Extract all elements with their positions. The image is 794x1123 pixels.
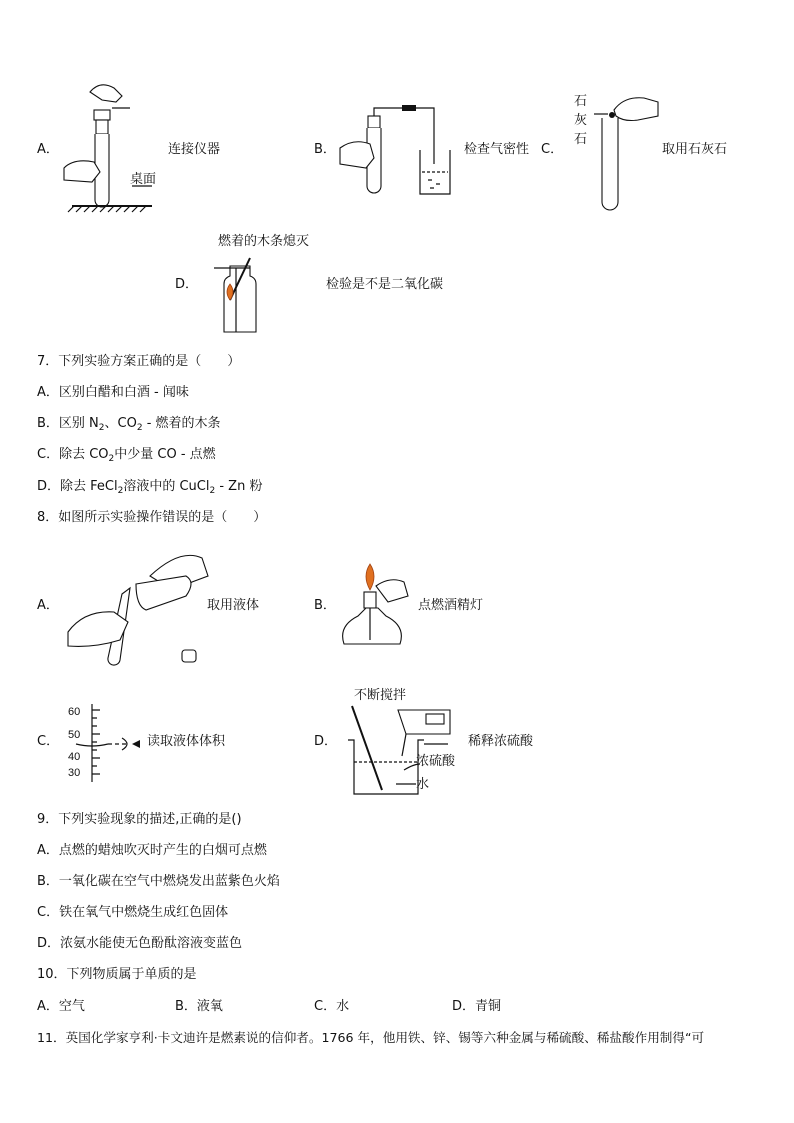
desk-label: 桌面 bbox=[130, 172, 157, 187]
q6-option-d-letter: D． bbox=[175, 277, 199, 292]
wood-strip-label: 燃着的木条熄灭 bbox=[218, 234, 310, 249]
conc-acid-label: 浓硫酸 bbox=[416, 754, 456, 769]
q11-stem: 11．英国化学家亨利·卡文迪许是燃素说的信仰者。1766 年，他用铁、锌、锡等六种金属与稀硫酸、稀盐酸作用制得“可 bbox=[37, 1030, 705, 1045]
tick-40: 40 bbox=[68, 751, 81, 763]
q9-option-b: B．一氧化碳在空气中燃烧发出蓝紫色火焰 bbox=[37, 874, 280, 889]
pour-liquid-figure bbox=[66, 544, 216, 668]
limestone-label: 石 灰 石 bbox=[574, 94, 588, 147]
tick-30: 30 bbox=[68, 767, 81, 779]
light-alcohol-lamp-figure bbox=[336, 562, 420, 654]
airtightness-check-figure bbox=[338, 100, 468, 196]
limestone-figure bbox=[590, 94, 660, 214]
q9-option-a: A．点燃的蜡烛吹灭时产生的白烟可点燃 bbox=[37, 843, 267, 858]
q6-option-d-caption: 检验是不是二氧化碳 bbox=[326, 277, 444, 292]
q6-option-b-caption: 检查气密性 bbox=[464, 142, 530, 157]
water-label: 水 bbox=[416, 777, 430, 792]
q8-option-b-caption: 点燃酒精灯 bbox=[418, 598, 484, 613]
stir-label: 不断搅拌 bbox=[354, 688, 407, 703]
q9-stem: 9．下列实验现象的描述,正确的是() bbox=[37, 812, 242, 827]
dilute-acid-figure bbox=[342, 700, 472, 800]
q6-option-a-letter: A． bbox=[37, 142, 59, 157]
q6-option-c-caption: 取用石灰石 bbox=[662, 142, 728, 157]
co2-test-figure bbox=[210, 252, 270, 336]
q9-option-c: C．铁在氧气中燃烧生成红色固体 bbox=[37, 905, 229, 920]
q8-option-b-letter: B． bbox=[314, 598, 336, 613]
q8-option-d-caption: 稀释浓硫酸 bbox=[468, 734, 534, 749]
q10-option-c: C．水 bbox=[314, 999, 350, 1014]
q10-option-d: D．青铜 bbox=[452, 999, 502, 1014]
q8-stem: 8．如图所示实验操作错误的是（ ） bbox=[37, 510, 267, 525]
q10-option-b: B．液氧 bbox=[175, 999, 223, 1014]
tick-60: 60 bbox=[68, 706, 81, 718]
q7-option-c: C．除去 $CO_2$中少量 CO - 点燃 bbox=[37, 447, 216, 464]
q6-option-b-letter: B． bbox=[314, 142, 336, 157]
q6-option-a-caption: 连接仪器 bbox=[168, 142, 221, 157]
q10-option-a: A．空气 bbox=[37, 999, 85, 1014]
q8-option-c-caption: 读取液体体积 bbox=[147, 734, 226, 749]
q7-option-a: A．区别白醋和白酒 - 闻味 bbox=[37, 385, 189, 400]
q8-option-a-caption: 取用液体 bbox=[207, 598, 260, 613]
q10-stem: 10．下列物质属于单质的是 bbox=[37, 967, 197, 982]
q6-option-c-letter: C． bbox=[541, 142, 564, 157]
q8-option-d-letter: D． bbox=[314, 734, 338, 749]
connect-apparatus-figure bbox=[60, 82, 160, 212]
q7-option-d: D．除去 FeCl$_2$溶液中的 CuCl$_2$ - Zn 粉 bbox=[37, 479, 263, 496]
q7-stem: 7．下列实验方案正确的是（ ） bbox=[37, 354, 241, 369]
tick-50: 50 bbox=[68, 729, 81, 741]
q8-option-c-letter: C． bbox=[37, 734, 60, 749]
q7-option-b: B．区别 $N_2$、$CO_2$ - 燃着的木条 bbox=[37, 416, 221, 433]
q8-option-a-letter: A． bbox=[37, 598, 59, 613]
q9-option-d: D．浓氨水能使无色酚酞溶液变蓝色 bbox=[37, 936, 243, 951]
